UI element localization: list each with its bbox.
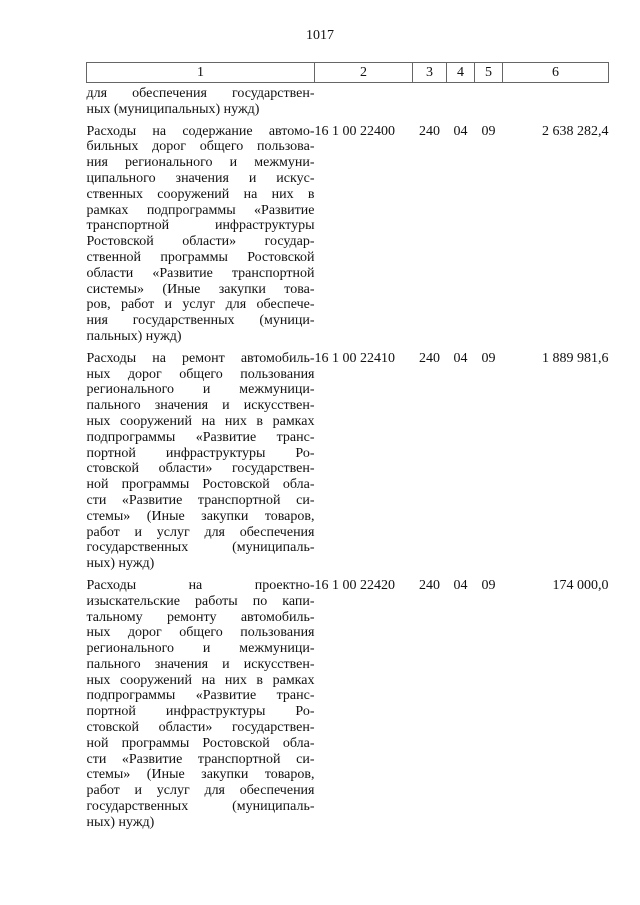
expense-type-code: 240: [419, 350, 440, 366]
description-line: ния регионального и межмуни-: [86, 155, 315, 171]
description-line: бильных дорог общего пользова-: [86, 139, 315, 155]
description-line: работ и услуг для обеспечения: [86, 524, 315, 540]
description-line: Расходы на проектно-: [86, 577, 315, 593]
amount-value: [503, 83, 609, 121]
header-row: [87, 63, 609, 83]
description-line: ственных сооружений на них в: [86, 186, 315, 202]
description-line: пального значения и искусствен-: [86, 656, 315, 672]
expense-type-code: 240: [419, 577, 440, 593]
description-line: работ и услуг для обеспечения: [86, 783, 315, 799]
description-line: стовской области» государствен-: [86, 461, 315, 477]
description-line: регионального и межмуници-: [86, 382, 315, 398]
description-line: ципального значения и искус-: [86, 170, 315, 186]
target-article-code: 16 1 00 22420: [314, 577, 395, 593]
header-col-1: 1: [87, 63, 315, 83]
target-article-code: 16 1 00 22400: [314, 123, 395, 139]
description-line: ной программы Ростовской обла-: [86, 735, 315, 751]
header-col-5: 5: [475, 63, 503, 83]
subsection-code: [475, 83, 503, 121]
table-row: [87, 575, 609, 834]
description-line: ных дорог общего пользования: [86, 625, 315, 641]
description-line: изыскательские работы по капи-: [86, 593, 315, 609]
description-line: Ростовской области» государ-: [86, 234, 315, 250]
description-line: сти «Развитие транспортной си-: [86, 751, 315, 767]
description-line: портной инфраструктуры Ро-: [86, 445, 315, 461]
description-line: ных сооружений на них в рамках: [86, 672, 315, 688]
description-line: стемы» (Иные закупки товаров,: [86, 508, 315, 524]
description-line: ния государственных (муници-: [86, 313, 315, 329]
description-line: области «Развитие транспортной: [86, 265, 315, 281]
description-line: для обеспечения государствен-: [86, 86, 315, 101]
target-article-code: [315, 83, 413, 121]
expense-type-code: [413, 83, 447, 121]
section-code: 04: [453, 350, 468, 366]
amount-value: 2 638 282,4: [542, 123, 609, 139]
expense-description: [87, 348, 315, 575]
table-row: [87, 121, 609, 348]
description-line: рамках подпрограммы «Развитие: [86, 202, 315, 218]
description-line: пальных) нужд): [86, 328, 182, 344]
description-line: ной программы Ростовской обла-: [86, 477, 315, 493]
description-line: подпрограммы «Развитие транс-: [86, 429, 315, 445]
description-line: портной инфраструктуры Ро-: [86, 704, 315, 720]
description-line: ных (муниципальных) нужд): [86, 101, 260, 117]
target-article-code: 16 1 00 22410: [314, 350, 395, 366]
expense-description: [87, 121, 315, 348]
description-line: Расходы на ремонт автомобиль-: [86, 350, 315, 366]
page-number: 1017: [306, 28, 334, 43]
description-line: пального значения и искусствен-: [86, 398, 315, 414]
amount-value: 174 000,0: [552, 577, 609, 593]
table-row: [87, 348, 609, 575]
description-line: государственных (муниципаль-: [86, 799, 315, 815]
description-line: ственной программы Ростовской: [86, 249, 315, 265]
description-line: ров, работ и услуг для обеспече-: [86, 297, 315, 313]
description-line: ных) нужд): [86, 556, 155, 572]
header-col-2: 2: [315, 63, 413, 83]
header-col-4: 4: [447, 63, 475, 83]
header-col-6: 6: [503, 63, 609, 83]
description-line: ных) нужд): [86, 814, 155, 830]
description-line: сти «Развитие транспортной си-: [86, 492, 315, 508]
section-code: [447, 83, 475, 121]
description-line: тальному ремонту автомобиль-: [86, 609, 315, 625]
expense-description: [87, 575, 315, 834]
description-line: стовской области» государствен-: [86, 720, 315, 736]
description-line: ных дорог общего пользования: [86, 366, 315, 382]
expense-description: [87, 83, 315, 121]
description-line: ных сооружений на них в рамках: [86, 413, 315, 429]
subsection-code: 09: [481, 577, 496, 593]
description-line: регионального и межмуници-: [86, 641, 315, 657]
description-line: стемы» (Иные закупки товаров,: [86, 767, 315, 783]
table-row: [87, 83, 609, 121]
budget-table: [86, 62, 609, 834]
description-line: транспортной инфраструктуры: [86, 218, 315, 234]
subsection-code: 09: [481, 350, 496, 366]
header-col-3: 3: [413, 63, 447, 83]
subsection-code: 09: [481, 123, 496, 139]
section-code: 04: [453, 123, 468, 139]
description-line: государственных (муниципаль-: [86, 540, 315, 556]
section-code: 04: [453, 577, 468, 593]
description-line: системы» (Иные закупки това-: [86, 281, 315, 297]
expense-type-code: 240: [419, 123, 440, 139]
description-line: Расходы на содержание автомо-: [86, 123, 315, 139]
description-line: подпрограммы «Развитие транс-: [86, 688, 315, 704]
amount-value: 1 889 981,6: [542, 350, 609, 366]
